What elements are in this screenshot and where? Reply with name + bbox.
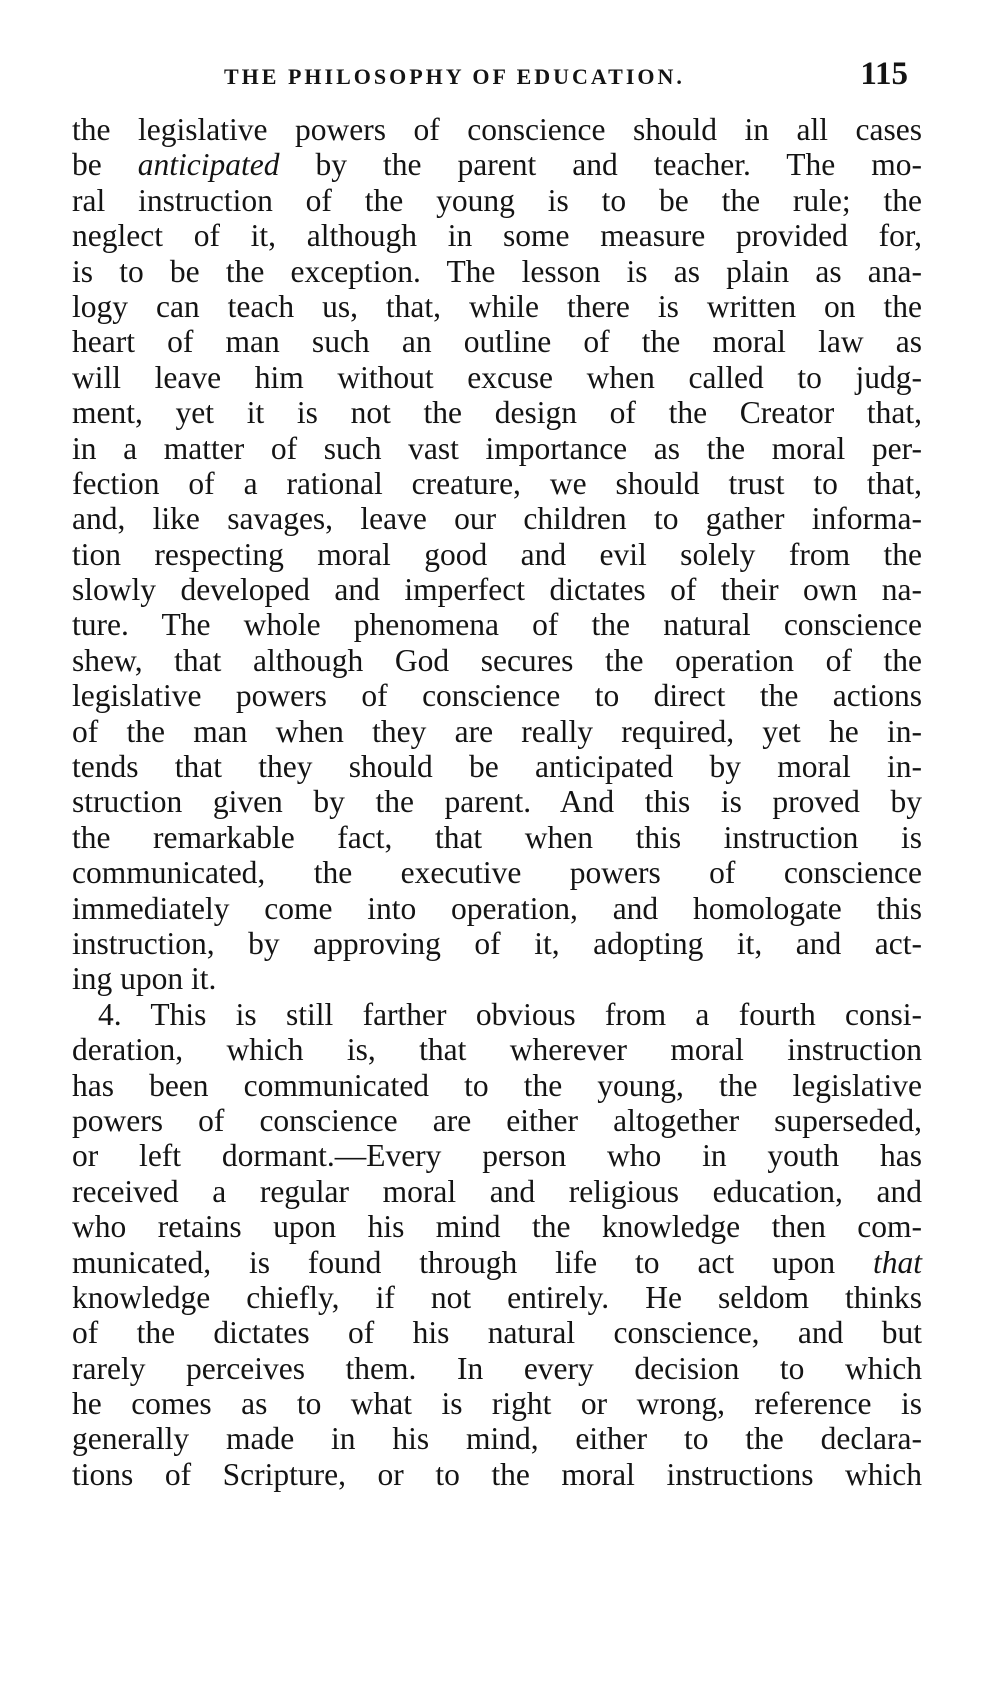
text-line: immediately come into operation, and homologate this	[72, 890, 922, 926]
text-line: has been communicated to the young, the legislative	[72, 1067, 922, 1103]
text-line: knowledge chiefly, if not entirely. He seldom thinks	[72, 1279, 922, 1315]
text-line: heart of man such an outline of the moral law as	[72, 324, 922, 360]
text-line: will leave him without excuse when called to judg-	[72, 359, 922, 395]
text-line: struction given by the parent. And this is proved by	[72, 784, 922, 820]
running-title: THE PHILOSOPHY OF EDUCATION.	[224, 64, 685, 89]
text-line: shew, that although God secures the operation of the	[72, 642, 922, 678]
text-line: rarely perceives them. In every decision to which	[72, 1350, 922, 1386]
text-line	[72, 147, 922, 182]
text-line: received a regular moral and religious education, and	[72, 1173, 922, 1209]
paragraph-end-line: ing upon it.	[72, 961, 217, 997]
text-line: who retains upon his mind the knowledge then com-	[72, 1209, 922, 1245]
text-line: ral instruction of the young is to be the rule; the	[72, 182, 922, 218]
text-line: tion respecting moral good and evil solely from the	[72, 536, 922, 572]
text-line: and, like savages, leave our children to gather informa-	[72, 501, 922, 537]
text-line: tends that they should be anticipated by moral in-	[72, 749, 922, 785]
text-line: generally made in his mind, either to the declara-	[72, 1421, 922, 1457]
text-line: deration, which is, that wherever moral instruction	[72, 1032, 922, 1068]
text-line: of the man when they are really required, yet he in-	[72, 713, 922, 749]
paragraph-start-line: 4. This is still farther obvious from a fourth consi-	[98, 996, 922, 1032]
text-segment: municated, is found through life to act upon	[72, 1244, 873, 1280]
text-line: neglect of it, although in some measure provided for,	[72, 218, 922, 254]
text-line: slowly developed and imperfect dictates of their own na-	[72, 572, 922, 608]
text-line: in a matter of such vast importance as the moral per-	[72, 430, 922, 466]
text-line: legislative powers of conscience to direct the actions	[72, 678, 922, 714]
text-line: ment, yet it is not the design of the Creator that,	[72, 395, 922, 431]
text-line: the legislative powers of conscience should in all cases	[72, 112, 922, 147]
text-line: he comes as to what is right or wrong, reference is	[72, 1386, 922, 1422]
text-line: instruction, by approving of it, adopting it, and act-	[72, 925, 922, 961]
text-line: tions of Scripture, or to the moral instructions which	[72, 1456, 922, 1492]
italic-emphasis: that	[872, 1244, 922, 1280]
text-line: or left dormant.—Every person who in youth has	[72, 1138, 922, 1174]
text-line: is to be the exception. The lesson is as plain as ana-	[72, 253, 922, 289]
text-segment: be	[72, 147, 138, 183]
text-line: ture. The whole phenomena of the natural conscience	[72, 607, 922, 643]
text-line: powers of conscience are either altogether superseded,	[72, 1102, 922, 1138]
text-line: logy can teach us, that, while there is written on the	[72, 288, 922, 324]
text-line: fection of a rational creature, we should trust to that,	[72, 465, 922, 501]
text-line: communicated, the executive powers of conscience	[72, 855, 922, 891]
text-line: of the dictates of his natural conscience, and but	[72, 1315, 922, 1351]
page-number: 115	[860, 56, 908, 92]
running-head	[72, 56, 914, 96]
text-segment: by the parent and teacher. The mo-	[279, 147, 923, 183]
text-line	[72, 1245, 922, 1280]
text-line: the remarkable fact, that when this instruction is	[72, 819, 922, 855]
body-text	[72, 112, 922, 1492]
italic-emphasis: anticipated	[137, 147, 280, 183]
